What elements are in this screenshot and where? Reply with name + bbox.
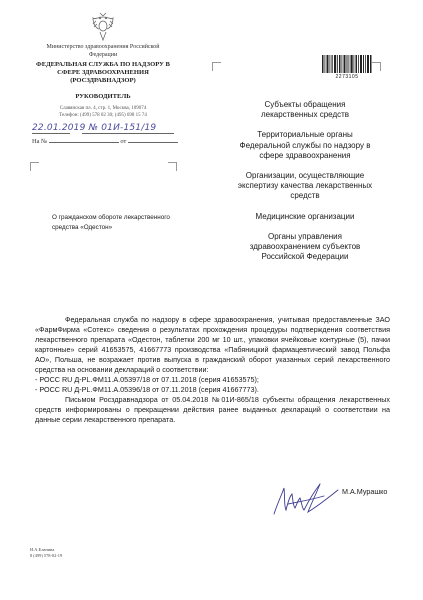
addressee-item: Территориальные органы Федеральной службы по надзору в сфере здравоохранения xyxy=(239,130,371,160)
letter-body xyxy=(35,315,390,426)
registration-date-handwritten: 22.01.2019 № 01И-151/19 xyxy=(32,123,157,133)
corner-mark xyxy=(168,162,177,171)
head-title: РУКОВОДИТЕЛЬ xyxy=(75,93,131,100)
coat-of-arms-icon xyxy=(90,12,116,42)
body-paragraph: Федеральная служба по надзору в сфере здравоохранения, учитывая предоставленные ЗАО «ФармФирма «Сотекс» сведения о результатах прохождения процедуры подтверждения соответствия лекарственного препарата «Одестон, таблетки 200 мг 10 шт., упаковки ячейковые контурные (5), пачки картонные» серий 41653575, 41667773 производства «Пабяницкий фармацевтический завод Польфа АО», Польша, не возражает против выпуска в гражданский оборот указанных серий лекарственного средства на основании деклараций о соответствии: xyxy=(35,315,390,375)
executor-block xyxy=(30,547,62,559)
executor-name: И.А.Еланина xyxy=(30,547,55,552)
letter-subject: О гражданском обороте лекарственного средства «Одестон» xyxy=(52,214,170,231)
addressee-list xyxy=(236,100,374,272)
number-underline xyxy=(82,133,174,134)
ministry-name: Министерство здравоохранения Российской Федерации xyxy=(46,44,160,58)
handwritten-signature xyxy=(268,480,340,520)
reference-prefix: На № xyxy=(32,138,48,145)
corner-mark xyxy=(212,62,221,71)
date-underline xyxy=(32,133,70,134)
reference-field xyxy=(32,138,178,145)
address-block xyxy=(30,105,176,119)
barcode-number: 2273105 xyxy=(335,74,359,80)
reference-from: от xyxy=(120,138,127,145)
declaration-item: - РОСС RU Д-PL.ФМ11.А.05397/18 от 07.11.2018 (серия 41653575); xyxy=(35,375,259,385)
addressee-item: Медицинские организации xyxy=(255,211,355,221)
corner-mark xyxy=(372,62,381,71)
declaration-item: - РОСС RU Д-PL.ФМ11.А.05396/18 от 07.11.2018 (серия 41667773). xyxy=(35,385,259,395)
service-name: ФЕДЕРАЛЬНАЯ СЛУЖБА ПО НАДЗОРУ В СФЕРЕ ЗДРАВООХРАНЕНИЯ (РОСЗДРАВНАДЗОР) xyxy=(36,61,170,85)
body-paragraph: Письмом Росздравнадзора от 05.04.2018 №01И-865/18 субъекты обращения лекарственных средств информированы о прекращении действия ранее выданных деклараций о соответствии на данные серии лекарственного препарата. xyxy=(35,395,390,425)
addressee-item: Организации, осуществляющие экспертизу качества лекарственных средств xyxy=(237,171,373,201)
phone-line: Телефон: (499) 578 02 30; (495) 698 15 74 xyxy=(59,113,147,118)
addressee-item: Органы управления здравоохранением субъектов Российской Федерации xyxy=(249,231,361,262)
barcode xyxy=(322,55,372,73)
address-line: Славянская пл. 4, стр. 1, Москва, 109074 xyxy=(59,106,147,111)
addressee-item: Субъекты обращения лекарственных средств xyxy=(260,100,350,120)
executor-phone: 8 (499) 578-02-19 xyxy=(30,553,63,558)
corner-mark xyxy=(30,162,39,171)
signer-name: М.А.Мурашко xyxy=(342,487,388,496)
